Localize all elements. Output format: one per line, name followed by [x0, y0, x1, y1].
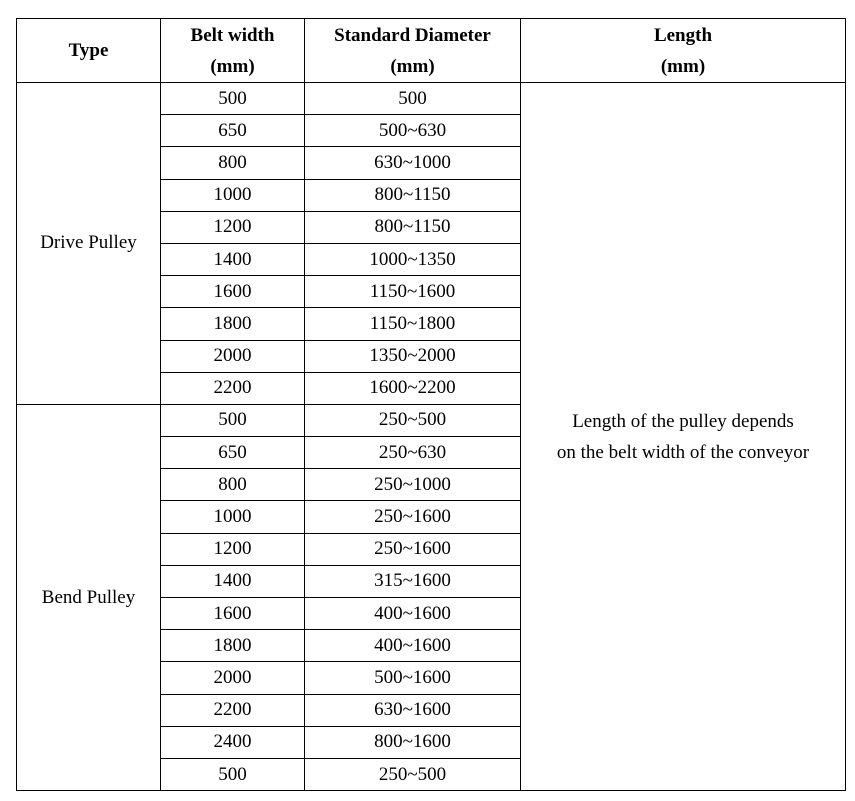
bend-pulley-type-cell: Bend Pulley: [17, 404, 161, 790]
diameter-cell: 500~1600: [305, 662, 521, 694]
diameter-cell: 250~500: [305, 404, 521, 436]
belt-width-cell: 1400: [161, 243, 305, 275]
header-belt-width-unit: (mm): [210, 55, 255, 77]
diameter-cell: 250~630: [305, 437, 521, 469]
belt-width-cell: 800: [161, 147, 305, 179]
header-diameter-unit: (mm): [390, 55, 435, 77]
belt-width-cell: 500: [161, 83, 305, 115]
diameter-cell: 400~1600: [305, 630, 521, 662]
diameter-cell: 800~1150: [305, 211, 521, 243]
header-row: [17, 19, 846, 83]
drive-pulley-type-cell: Drive Pulley: [17, 83, 161, 405]
diameter-cell: 500: [305, 83, 521, 115]
belt-width-cell: 2400: [161, 726, 305, 758]
diameter-cell: 630~1600: [305, 694, 521, 726]
belt-width-cell: 2200: [161, 694, 305, 726]
belt-width-cell: 2200: [161, 372, 305, 404]
belt-width-cell: 2000: [161, 662, 305, 694]
diameter-cell: 1000~1350: [305, 243, 521, 275]
length-note-cell: [521, 83, 846, 791]
diameter-cell: 800~1600: [305, 726, 521, 758]
belt-width-cell: 1800: [161, 630, 305, 662]
belt-width-cell: 1600: [161, 276, 305, 308]
header-length-label: Length: [653, 24, 713, 46]
header-type: Type: [17, 19, 161, 83]
diameter-cell: 250~1000: [305, 469, 521, 501]
belt-width-cell: 1600: [161, 598, 305, 630]
belt-width-cell: 500: [161, 758, 305, 790]
header-diameter-label: Standard Diameter: [334, 24, 491, 46]
diameter-cell: 1150~1800: [305, 308, 521, 340]
length-note-line: Length of the pulley depends: [572, 410, 794, 432]
header-length-unit: (mm): [660, 55, 706, 77]
pulley-spec-table: [16, 18, 846, 791]
diameter-cell: 1350~2000: [305, 340, 521, 372]
belt-width-cell: 1800: [161, 308, 305, 340]
belt-width-cell: 2000: [161, 340, 305, 372]
belt-width-cell: 800: [161, 469, 305, 501]
diameter-cell: 500~630: [305, 115, 521, 147]
diameter-cell: 250~1600: [305, 501, 521, 533]
belt-width-cell: 500: [161, 404, 305, 436]
diameter-cell: 800~1150: [305, 179, 521, 211]
belt-width-cell: 1400: [161, 565, 305, 597]
diameter-cell: 315~1600: [305, 565, 521, 597]
belt-width-cell: 1000: [161, 501, 305, 533]
table-row: [17, 83, 846, 115]
header-belt-width: [161, 19, 305, 83]
diameter-cell: 630~1000: [305, 147, 521, 179]
diameter-cell: 400~1600: [305, 598, 521, 630]
belt-width-cell: 1200: [161, 211, 305, 243]
diameter-cell: 250~500: [305, 758, 521, 790]
diameter-cell: 250~1600: [305, 533, 521, 565]
header-standard-diameter: [305, 19, 521, 83]
belt-width-cell: 1200: [161, 533, 305, 565]
header-length: [521, 19, 846, 83]
belt-width-cell: 1000: [161, 179, 305, 211]
belt-width-cell: 650: [161, 115, 305, 147]
diameter-cell: 1150~1600: [305, 276, 521, 308]
diameter-cell: 1600~2200: [305, 372, 521, 404]
header-belt-width-label: Belt width: [190, 24, 275, 46]
table-body: [17, 83, 846, 791]
length-note-line: on the belt width of the conveyor: [556, 441, 810, 463]
belt-width-cell: 650: [161, 437, 305, 469]
